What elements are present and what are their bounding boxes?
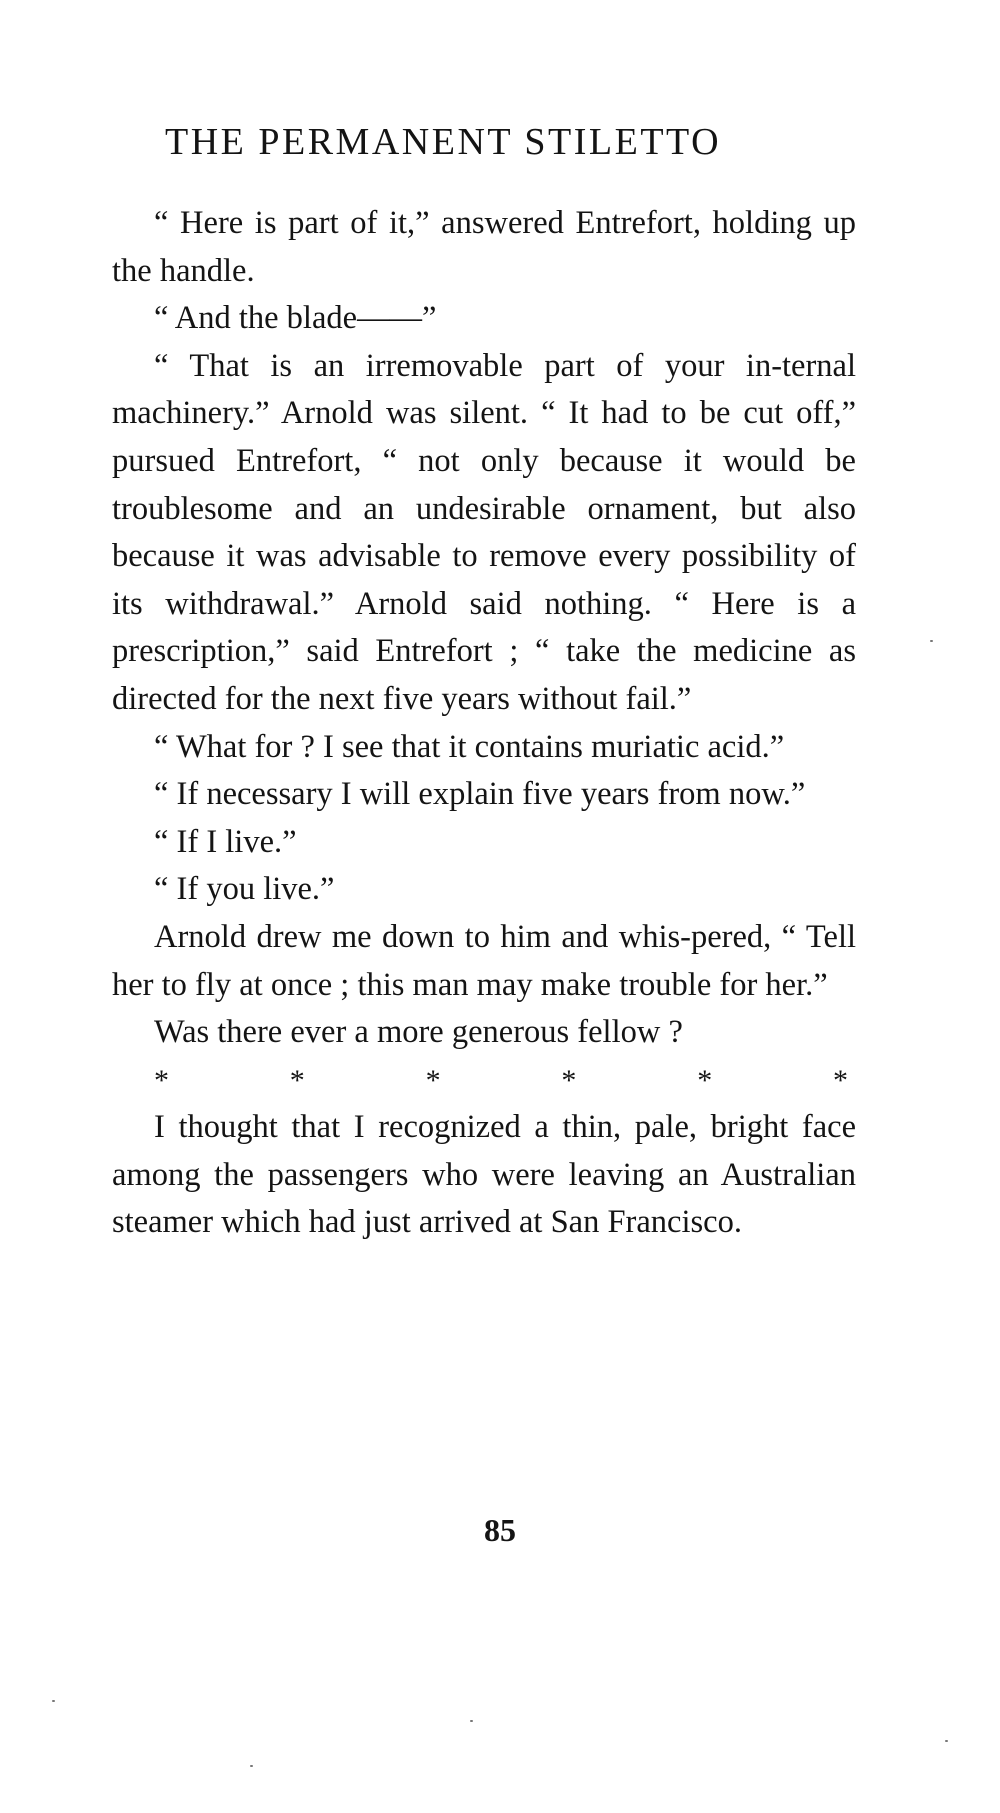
asterisk: * [832, 1063, 848, 1097]
paragraph: Was there ever a more generous fellow ? [154, 1014, 683, 1051]
paragraph: “ That is an irremovable part of your in-ternal machinery.” Arnold was silent. “ It had to be cut off,” pursued Entrefort, “ not only because it would be troublesome and an undesirable ornament, but also because it was advisable to remove every possibility of its withdrawal.” Arnold said nothing. “ Here is a prescription,” said Entrefort ; “ take the medicine as directed for the next five years without fail.” [112, 347, 856, 717]
body-text [112, 200, 856, 1247]
scan-speck [930, 640, 933, 642]
paragraph: “ If necessary I will explain five years from now.” [154, 776, 806, 813]
scan-speck [470, 1720, 473, 1722]
asterisk: * [697, 1063, 713, 1097]
paragraph: “ Here is part of it,” answered Entrefort, holding up the handle. [112, 205, 856, 289]
asterisk: * [289, 1063, 305, 1097]
paragraph: “ What for ? I see that it contains muriatic acid.” [154, 728, 785, 765]
paragraph: “ If you live.” [154, 871, 335, 908]
paragraph: “ If I live.” [154, 823, 297, 860]
scan-speck [250, 1765, 253, 1767]
scan-speck [945, 1740, 948, 1742]
asterisk: * [154, 1063, 169, 1097]
paragraph: “ And the blade——” [154, 300, 437, 337]
section-separator [112, 1057, 856, 1105]
paragraph: Arnold drew me down to him and whis-pered, “ Tell her to fly at once ; this man may make trouble for her.” [112, 918, 856, 1003]
running-header: THE PERMANENT STILETTO [165, 121, 722, 163]
scan-speck [52, 1700, 55, 1702]
asterisk: * [561, 1063, 577, 1097]
asterisk: * [425, 1063, 441, 1097]
page-number: 85 [484, 1512, 516, 1548]
closing-paragraph: I thought that I recognized a thin, pale, bright face among the passengers who were leaving an Australian steamer which had just arrived at San Francisco. [112, 1109, 856, 1241]
